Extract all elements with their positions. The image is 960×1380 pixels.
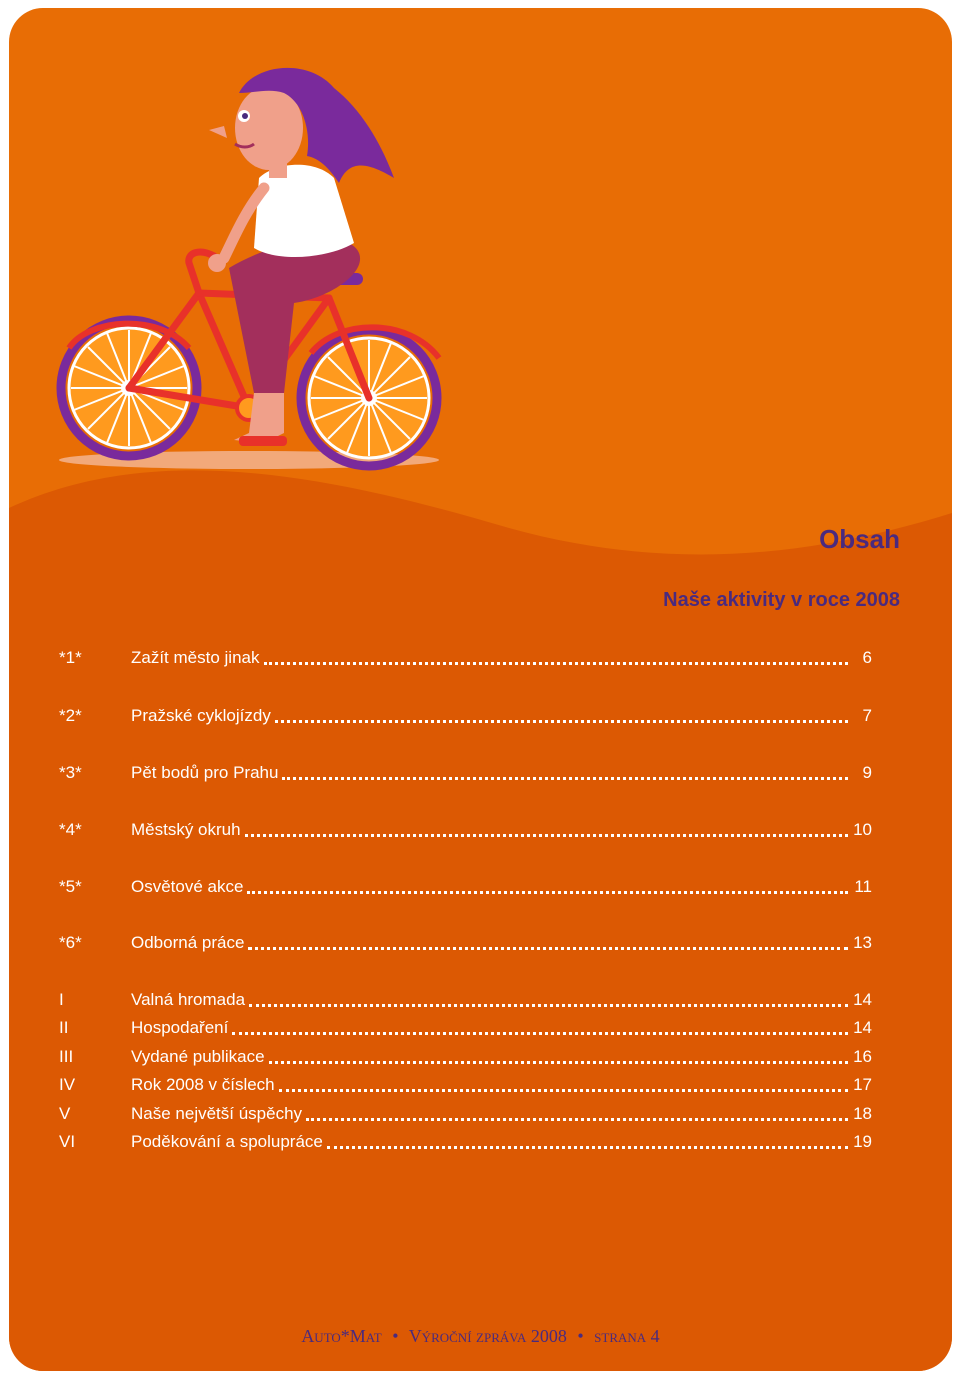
toc-item-page: 17	[853, 1075, 872, 1094]
toc-item-page: 9	[862, 763, 872, 782]
toc-item[interactable]	[59, 648, 872, 672]
toc-item[interactable]	[59, 706, 872, 730]
toc-leader-dots	[279, 1089, 848, 1092]
footer-page-label: strana 4	[594, 1326, 660, 1346]
toc-item-page: 18	[853, 1104, 872, 1123]
toc-item-title: Pět bodů pro Prahu	[131, 763, 279, 782]
toc-item-title: Rok 2008 v číslech	[131, 1075, 275, 1094]
toc-item-page: 16	[853, 1047, 872, 1066]
toc-item-title: Pražské cyklojízdy	[131, 706, 271, 725]
bullet-separator-icon: •	[392, 1326, 399, 1346]
toc-item[interactable]	[59, 933, 872, 957]
toc-item-page: 11	[854, 877, 872, 896]
toc-item-title: Valná hromada	[131, 990, 246, 1009]
toc-item-page: 14	[853, 1018, 872, 1037]
toc-item-number: *5*	[59, 877, 82, 896]
toc-item[interactable]	[59, 877, 872, 901]
toc-item-title: Městský okruh	[131, 820, 241, 839]
toc-item-number: IV	[59, 1075, 76, 1094]
toc-item-number: *3*	[59, 763, 82, 782]
page-footer	[9, 1326, 952, 1347]
toc-item-number: III	[59, 1047, 74, 1066]
toc-item[interactable]	[59, 990, 872, 1014]
toc-leader-dots	[248, 947, 848, 950]
toc-item-number: I	[59, 990, 64, 1009]
footer-report-title: Výroční zpráva 2008	[408, 1326, 567, 1346]
toc-item-page: 19	[853, 1132, 872, 1151]
toc-leader-dots	[269, 1061, 848, 1064]
toc-item-number: II	[59, 1018, 69, 1037]
toc-item-title: Vydané publikace	[131, 1047, 265, 1066]
section-subtitle: Naše aktivity v roce 2008	[663, 589, 900, 611]
toc-item-title: Naše největší úspěchy	[131, 1104, 303, 1123]
toc-item-page: 7	[862, 706, 872, 725]
toc-item[interactable]	[59, 1075, 872, 1099]
toc-item-number: *6*	[59, 933, 82, 952]
page-title: Obsah	[819, 524, 900, 554]
toc-item-title: Hospodaření	[131, 1018, 229, 1037]
toc-item-title: Osvětové akce	[131, 877, 244, 896]
toc-item-number: *1*	[59, 648, 82, 667]
toc-item-number: *4*	[59, 820, 82, 839]
footer-org-name: Auto*Mat	[301, 1326, 382, 1346]
toc-item[interactable]	[59, 820, 872, 844]
toc-item-number: VI	[59, 1132, 76, 1151]
toc-leader-dots	[247, 891, 848, 894]
bullet-separator-icon: •	[577, 1326, 584, 1346]
toc-item[interactable]	[59, 1047, 872, 1071]
toc-item-page: 10	[853, 820, 872, 839]
toc-leader-dots	[275, 720, 848, 723]
toc-item[interactable]	[59, 763, 872, 787]
table-of-contents	[9, 8, 952, 1371]
toc-leader-dots	[327, 1146, 848, 1149]
toc-item-title: Poděkování a spolupráce	[131, 1132, 323, 1151]
toc-item[interactable]	[59, 1018, 872, 1042]
toc-item-number: V	[59, 1104, 71, 1123]
page-background	[9, 8, 952, 1371]
toc-leader-dots	[232, 1032, 848, 1035]
toc-item-page: 6	[862, 648, 872, 667]
toc-leader-dots	[306, 1118, 848, 1121]
toc-item-page: 14	[853, 990, 872, 1009]
toc-item[interactable]	[59, 1104, 872, 1128]
toc-item-page: 13	[853, 933, 872, 952]
toc-item-title: Odborná práce	[131, 933, 245, 952]
toc-item-title: Zažít město jinak	[131, 648, 260, 667]
toc-leader-dots	[264, 662, 849, 665]
toc-leader-dots	[245, 834, 848, 837]
toc-item[interactable]	[59, 1132, 872, 1156]
toc-leader-dots	[282, 777, 848, 780]
toc-leader-dots	[249, 1004, 848, 1007]
toc-item-number: *2*	[59, 706, 82, 725]
